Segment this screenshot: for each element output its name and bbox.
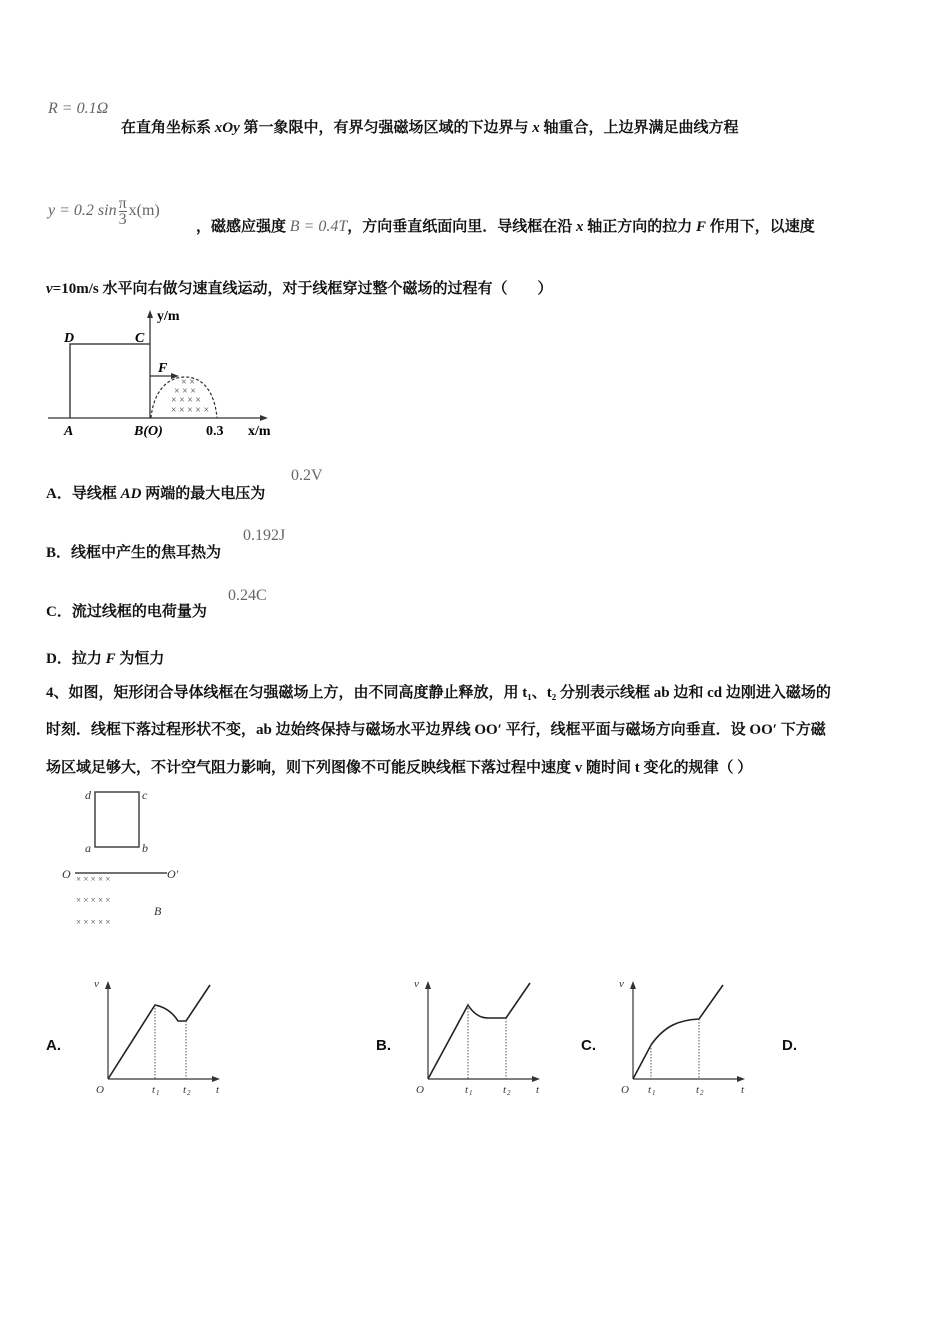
svg-text:× × × ×: × × × × <box>170 395 202 406</box>
text: 在直角坐标系 <box>121 120 215 136</box>
t2-label: t <box>183 1084 187 1096</box>
label-b-origin: B(O) <box>134 424 163 439</box>
t2-label: t <box>503 1084 507 1096</box>
text: x <box>532 120 540 136</box>
t1-label: t <box>152 1084 156 1096</box>
vt-graph-a <box>90 975 230 1100</box>
t2-subscript: 2 <box>187 1089 191 1097</box>
field-formula: B = 0.4T <box>289 218 348 235</box>
label-f: F <box>158 361 168 376</box>
option-value: 0.192J <box>243 527 286 544</box>
v-axis-label: v <box>414 978 419 990</box>
t1-label: t <box>648 1084 652 1096</box>
label-c: C <box>135 331 145 346</box>
option-label: A. <box>46 1037 61 1054</box>
label-o: O <box>62 867 71 881</box>
q4-line3: 场区域足够大，不计空气阻力影响，则下列图像不可能反映线框下落过程中速度 v 随时间 t 变化的规律（ ） <box>46 760 753 776</box>
t2-subscript: 2 <box>507 1089 511 1097</box>
v-axis-arrow <box>105 981 111 989</box>
resistance-formula <box>48 100 108 118</box>
option-value: 0.24C <box>228 587 267 604</box>
text: 为恒力 <box>115 651 165 667</box>
option-label: C． <box>46 604 72 620</box>
origin-label: O <box>621 1084 629 1096</box>
text: v <box>46 281 53 297</box>
text: xOy <box>214 120 240 136</box>
text: 拉力 <box>71 651 106 667</box>
v-axis-label: v <box>619 978 624 990</box>
t1-subscript: 1 <box>156 1089 160 1097</box>
text: F <box>696 219 707 235</box>
q3-line2 <box>196 215 815 236</box>
t1-label: t <box>465 1084 469 1096</box>
x-tick-label: 0.3 <box>206 424 224 439</box>
text: ，磁感应强度 <box>196 219 290 235</box>
text: π <box>118 195 127 212</box>
v-axis-label: v <box>94 978 99 990</box>
option-value: 0.2V <box>291 467 323 484</box>
option-label: D． <box>46 651 72 667</box>
text: 轴正方向的拉力 <box>583 219 697 235</box>
t-axis-arrow <box>737 1076 745 1082</box>
vt-curve <box>108 985 210 1079</box>
y-axis-label: y/m <box>157 309 180 324</box>
option-label: B． <box>46 545 72 561</box>
vt-curve <box>428 983 530 1079</box>
q3-line1 <box>121 116 739 137</box>
option-label: C. <box>581 1037 596 1054</box>
q4-line1: 4、如图，矩形闭合导体线框在匀强磁场上方，由不同高度静止释放，用 t₁、t₂ 分别表示线框 ab 边和 cd 边刚进入磁场的 <box>46 685 831 701</box>
text: 线框中产生的焦耳热为 <box>71 545 222 561</box>
curve-formula <box>48 196 160 227</box>
svg-text:× × × × ×: × × × × × <box>76 874 111 884</box>
label-b-field: B <box>154 904 162 918</box>
label-c: c <box>142 788 148 802</box>
q4-loop-diagram <box>40 780 240 940</box>
text: x(m) <box>128 202 160 220</box>
t-axis-label: t <box>216 1084 220 1096</box>
label-b: b <box>142 841 148 855</box>
origin-label: O <box>96 1084 104 1096</box>
text: x <box>576 219 584 235</box>
text: =10m/s 水平向右做匀速直线运动，对于线框穿过整个磁场的过程有（ ） <box>52 281 553 297</box>
label-a: A <box>64 424 74 439</box>
t-axis-label: t <box>741 1084 745 1096</box>
text: y = 0.2 sin <box>48 202 117 220</box>
text: AD <box>120 486 142 502</box>
q3-line3 <box>46 277 552 298</box>
text: 轴重合，上边界满足曲线方程 <box>539 120 739 136</box>
x-axis-label: x/m <box>248 424 271 439</box>
text: 流过线框的电荷量为 <box>71 604 207 620</box>
t1-subscript: 1 <box>469 1089 473 1097</box>
label-a: a <box>85 841 91 855</box>
svg-text:× × ×: × × × <box>174 386 196 397</box>
t-axis-arrow <box>212 1076 220 1082</box>
vt-graph-b <box>410 975 550 1100</box>
label-d: d <box>85 788 91 802</box>
svg-text:× ×: × × <box>181 377 195 388</box>
svg-text:× × × × ×: × × × × × <box>76 895 111 905</box>
text: F <box>105 651 116 667</box>
text: 第一象限中，有界匀强磁场区域的下边界与 <box>239 120 533 136</box>
text: ，方向垂直纸面向里．导线框在沿 <box>347 219 576 235</box>
q4-line2: 时刻．线框下落过程形状不变，ab 边始终保持与磁场水平边界线 OO′ 平行，线框平面与磁场方向垂直．设 OO′ 下方磁 <box>46 722 826 738</box>
label-d: D <box>64 331 75 346</box>
formula-text: R = 0.1Ω <box>48 100 109 117</box>
q3-field-diagram <box>40 300 340 450</box>
t2-subscript: 2 <box>700 1089 704 1097</box>
t-axis-label: t <box>536 1084 540 1096</box>
option-label: A． <box>46 486 72 502</box>
option-label: B. <box>376 1037 391 1054</box>
v-axis-arrow <box>630 981 636 989</box>
t-axis-arrow <box>532 1076 540 1082</box>
svg-text:× × × × ×: × × × × × <box>170 405 210 416</box>
option-label: D. <box>782 1037 797 1054</box>
v-axis-arrow <box>425 981 431 989</box>
t1-subscript: 1 <box>652 1089 656 1097</box>
svg-text:× × × × ×: × × × × × <box>76 917 111 927</box>
origin-label: O <box>416 1084 424 1096</box>
vt-graph-c <box>615 975 755 1100</box>
vt-curve <box>633 985 723 1079</box>
text: 3 <box>118 211 127 228</box>
text: 两端的最大电压为 <box>141 486 266 502</box>
text: 作用下，以速度 <box>706 219 815 235</box>
t2-label: t <box>696 1084 700 1096</box>
label-o-prime: O′ <box>167 867 179 881</box>
text: 导线框 <box>71 486 121 502</box>
